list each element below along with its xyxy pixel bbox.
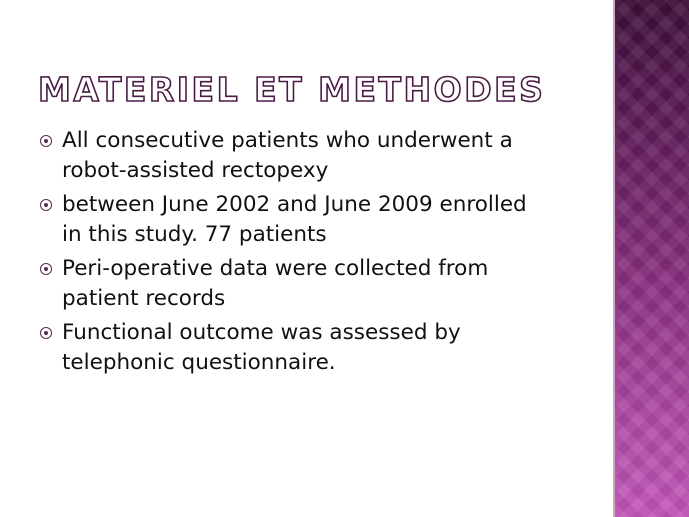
slide-title: MATERIEL ET METHODES (38, 70, 546, 109)
bullet-text-line: in this study. 77 patients (62, 222, 327, 247)
bullet-item (40, 254, 560, 314)
bullet-item (40, 126, 560, 186)
bullet-text-line: Peri-operative data were collected from (62, 256, 489, 281)
circle-dot-icon (40, 327, 52, 339)
bullet-text-line: telephonic questionnaire. (62, 350, 336, 375)
circle-dot-icon (40, 263, 52, 275)
bullet-list (40, 126, 560, 382)
bullet-text-line: patient records (62, 286, 226, 311)
bullet-item (40, 318, 560, 378)
bullet-text-line: robot-assisted rectopexy (62, 158, 329, 183)
bullet-text-line: between June 2002 and June 2009 enrolled (62, 192, 527, 217)
circle-dot-icon (40, 199, 52, 211)
bullet-item (40, 190, 560, 250)
bullet-text-line: All consecutive patients who underwent a (62, 128, 513, 153)
decorative-side-band (613, 0, 689, 517)
circle-dot-icon (40, 135, 52, 147)
bullet-text-line: Functional outcome was assessed by (62, 320, 461, 345)
